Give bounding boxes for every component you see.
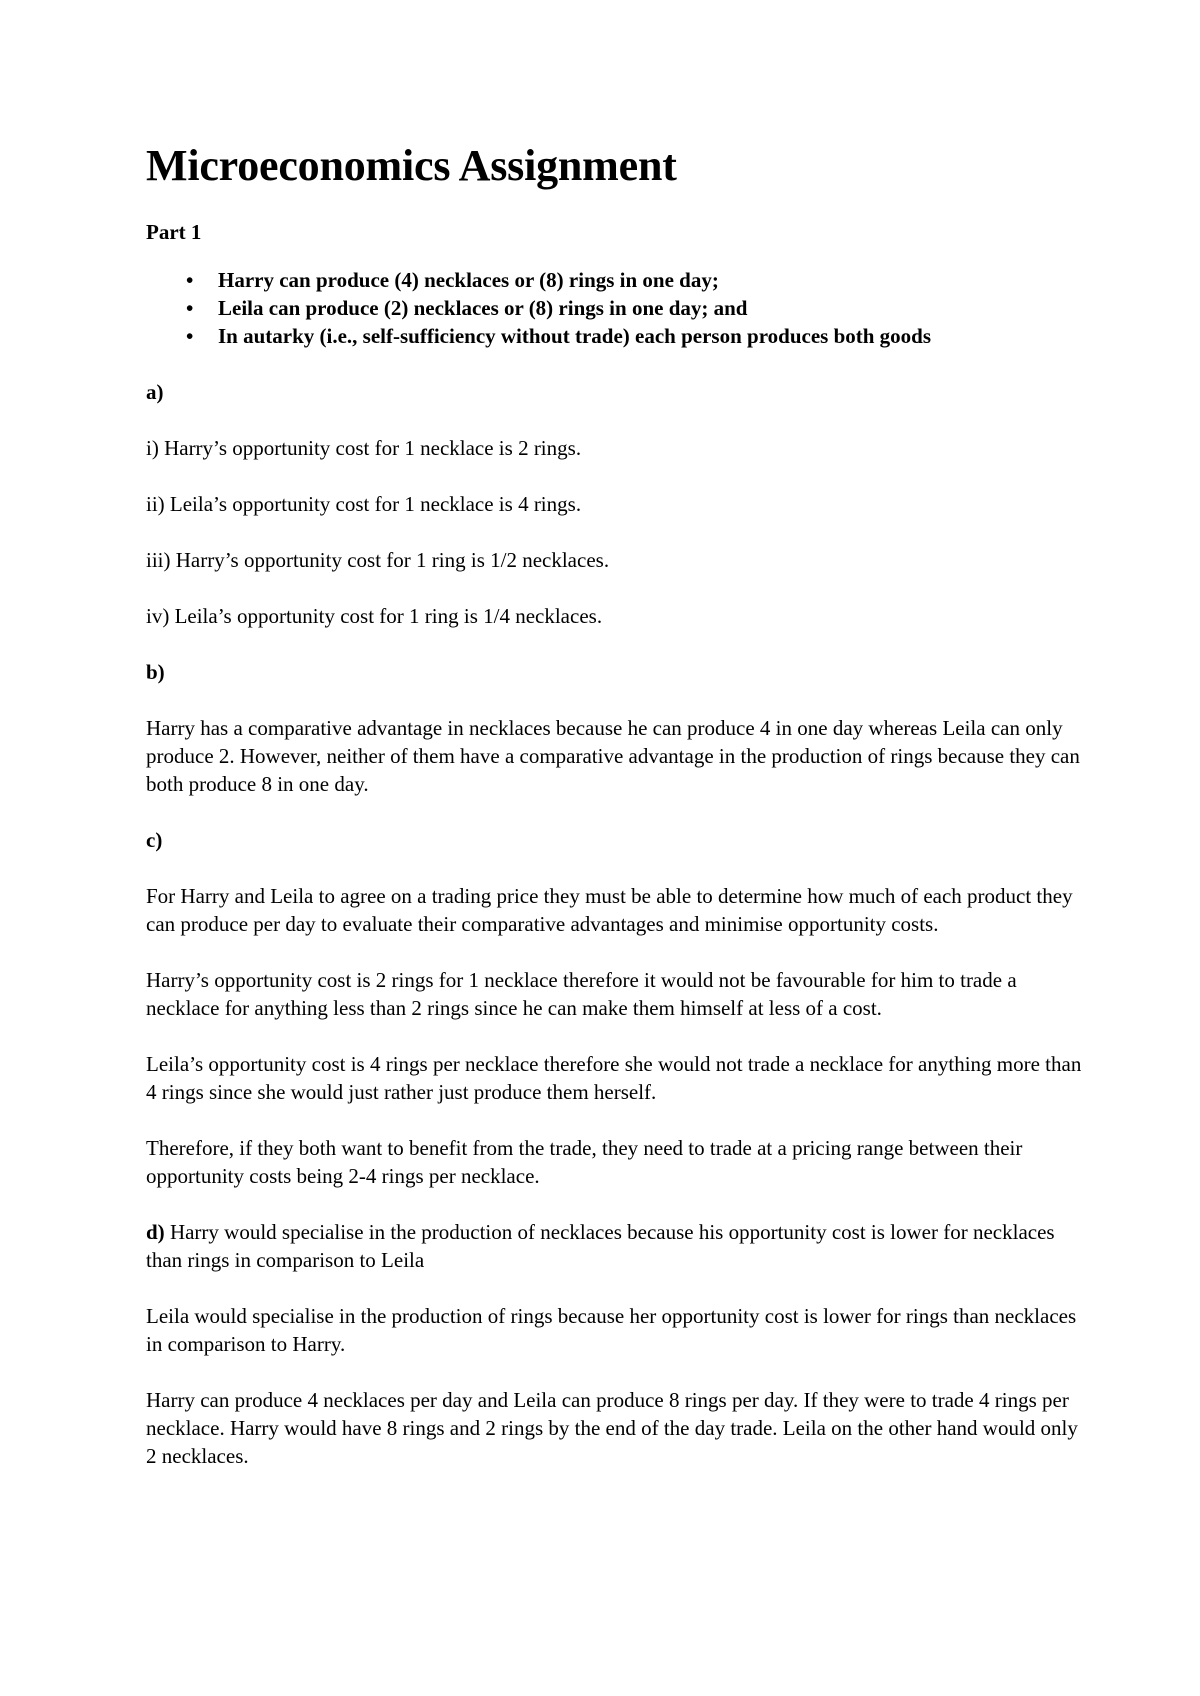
section-b-label: b) (146, 660, 165, 685)
list-item (146, 294, 1086, 322)
given-assumptions-list (146, 266, 1086, 350)
section-d-paragraph: Leila would specialise in the production of rings because her opportunity cost is lower for rings than necklaces in comparison to Harry. (146, 1304, 1077, 1357)
part-heading: Part 1 (146, 219, 202, 244)
bullet-text: Leila can produce (2) necklaces or (8) rings in one day; and (218, 296, 748, 321)
section-c-paragraph: For Harry and Leila to agree on a trading price they must be able to determine how much of each product they can produce per day to evaluate their comparative advantages and minimise opportunity costs. (146, 884, 1073, 937)
section-d-first-text: Harry would specialise in the production of necklaces because his opportunity cost is lower for necklaces than rings in comparison to Leila (146, 1220, 1055, 1273)
section-a-item: ii) Leila’s opportunity cost for 1 necklace is 4 rings. (146, 492, 582, 517)
bullet-icon: • (186, 268, 194, 293)
section-c-paragraph: Leila’s opportunity cost is 4 rings per necklace therefore she would not trade a necklace for anything more than 4 rings since she would just rather just produce them herself. (146, 1052, 1082, 1105)
section-a-item: i) Harry’s opportunity cost for 1 necklace is 2 rings. (146, 436, 582, 461)
document-title: Microeconomics Assignment (146, 141, 677, 190)
section-a-label: a) (146, 380, 164, 405)
bullet-text: Harry can produce (4) necklaces or (8) rings in one day; (218, 268, 719, 293)
list-item (146, 322, 1086, 350)
section-d-label: d) (146, 1220, 165, 1245)
section-c-paragraph: Harry’s opportunity cost is 2 rings for 1 necklace therefore it would not be favourable for him to trade a necklace for anything less than 2 rings since he can make them himself at less of a cost. (146, 968, 1017, 1021)
section-b-paragraph: Harry has a comparative advantage in necklaces because he can produce 4 in one day whereas Leila can only produce 2. However, neither of them have a comparative advantage in the production of rings because they can both produce 8 in one day. (146, 716, 1080, 797)
section-c-paragraph: Therefore, if they both want to benefit from the trade, they need to trade at a pricing range between their opportunity costs being 2-4 rings per necklace. (146, 1136, 1023, 1189)
section-a-item: iii) Harry’s opportunity cost for 1 ring is 1/2 necklaces. (146, 548, 610, 573)
section-c-label: c) (146, 828, 163, 853)
bullet-icon: • (186, 324, 194, 349)
section-d-paragraph: Harry can produce 4 necklaces per day and Leila can produce 8 rings per day. If they were to trade 4 rings per necklace. Harry would have 8 rings and 2 rings by the end of the day trade. Leila on the other hand would only 2 necklaces. (146, 1388, 1078, 1469)
bullet-icon: • (186, 296, 194, 321)
list-item (146, 266, 1086, 294)
section-a-item: iv) Leila’s opportunity cost for 1 ring is 1/4 necklaces. (146, 604, 603, 629)
section-d-first-paragraph (146, 1218, 1086, 1274)
document-page (146, 140, 1086, 1498)
bullet-text: In autarky (i.e., self-sufficiency without trade) each person produces both goods (218, 324, 932, 349)
